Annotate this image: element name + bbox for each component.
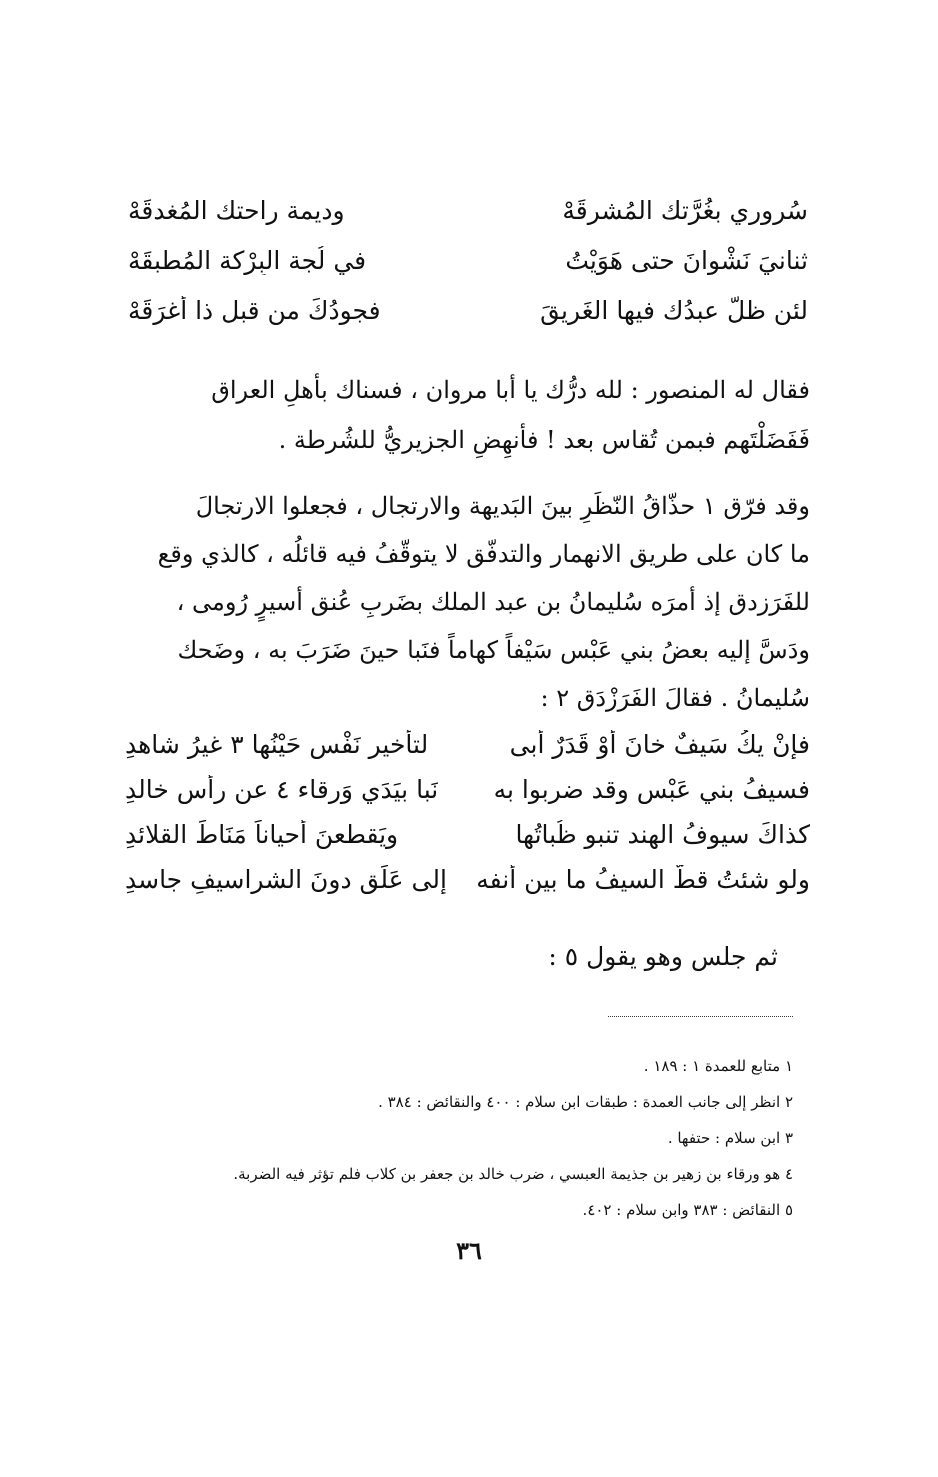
poem-2 [125, 730, 810, 910]
footnote: ٢ انظر إلى جانب العمدة : طبقات ابن سلام : ٤٠٠ والنقائض : ٣٨٤ . [378, 1093, 793, 1111]
text-line: ما كان على طريق الانهمار والتدفّق لا يتوقّفُ فيه قائلُه ، كالذي وقع [157, 540, 810, 568]
page-number: ٣٦ [456, 1236, 482, 1265]
verse-second-hemistich: لتأخيرِ نَفْسٍ حَيْنُها ٣ غيرُ شاهدِ [125, 730, 429, 759]
verse-first-hemistich: سُروري بغُرَّتك المُشرقَهْ [562, 196, 808, 225]
verse-first-hemistich: ثنانيَ نَشْوانَ حتى هَوَيْتُ [565, 246, 808, 275]
verse-line [128, 296, 808, 346]
poem-1 [128, 196, 808, 346]
footnote: ١ متابع للعمدة ١ : ١٨٩ . [643, 1057, 793, 1075]
footnote: ٥ النقائض : ٣٨٣ وابن سلام : ٤٠٢. [582, 1201, 793, 1219]
verse-line [125, 775, 810, 820]
footnotes [123, 1048, 793, 1228]
verse-second-hemistich: في لُجة البِرْكة المُطبقَهْ [128, 246, 367, 275]
verse-second-hemistich: نَبا بيَدَي وَرقاء ٤ عن رأسِ خالدِ [125, 775, 439, 804]
verse-line [128, 246, 808, 296]
verse-first-hemistich: فإنْ يكُ سَيفٌ خانَ أوْ قَدَرٌ أبى [509, 730, 810, 759]
paragraph-2 [125, 482, 810, 722]
verse-line [128, 196, 808, 246]
verse-intro-line: ثم جلس وهو يقول ٥ : [548, 942, 778, 971]
verse-second-hemistich: وديمة راحتك المُغدقَهْ [128, 196, 345, 225]
verse-first-hemistich: ولو شئتُ قطَّ السيفُ ما بين أنفه [476, 865, 810, 894]
verse-line [125, 865, 810, 910]
text-line: فقال له المنصور : لله درُّك يا أبا مروان ، فسناك بأهلِ العراق [211, 376, 810, 404]
text-line: فَفَضَلْتَهم فبمن تُقاس بعد ! فأنهِضِ الجزيريُّ للشُرطة . [278, 426, 810, 454]
footnote-divider [608, 1016, 793, 1017]
verse-line [125, 730, 810, 775]
verse-first-hemistich: كذاكَ سيوفُ الهند تنبو ظُباتُها [515, 820, 810, 849]
footnote: ٣ ابن سلام : حتفها . [667, 1129, 793, 1147]
text-line: للفَرَزدق إذ أمرَه سُليمانُ بن عبد الملك بضَربِ عُنق أسيرٍ رُومى ، [176, 588, 810, 616]
verse-line [125, 820, 810, 865]
text-line: ودَسَّ إليه بعضُ بني عَبْس سَيْفاً كهاماً فنَبا حينَ ضَرَبَ به ، وضَحك [177, 636, 810, 664]
paragraph-1 [125, 365, 810, 465]
verse-second-hemistich: إلى عَلَقٍ دونَ الشراسيفِ جاسدِ [125, 865, 447, 894]
verse-second-hemistich: ويَقطعنَ أحياناً مَنَاطَ القلائدِ [125, 820, 399, 849]
verse-second-hemistich: فجودُكَ من قبلِ ذا أغرَقَهْ [128, 296, 381, 325]
verse-first-hemistich: فسيفُ بني عَبْسٍ وقد ضربوا به [493, 775, 810, 804]
verse-first-hemistich: لئن ظلَّ عبدُك فيها الغَريقَ [540, 296, 808, 325]
footnote: ٤ هو ورقاء بن زهير بن جذيمة العبسي ، ضرب خالد بن جعفر بن كلاب فلم تؤثر فيه الضربة. [233, 1165, 793, 1183]
text-line: وقد فرّق ١ حذّاقُ النّظَرِ بينَ البَديهة والارتجال ، فجعلوا الارتجالَ [195, 492, 810, 520]
text-line: سُليمانُ . فقالَ الفَرَزْدَق ٢ : [540, 684, 810, 712]
